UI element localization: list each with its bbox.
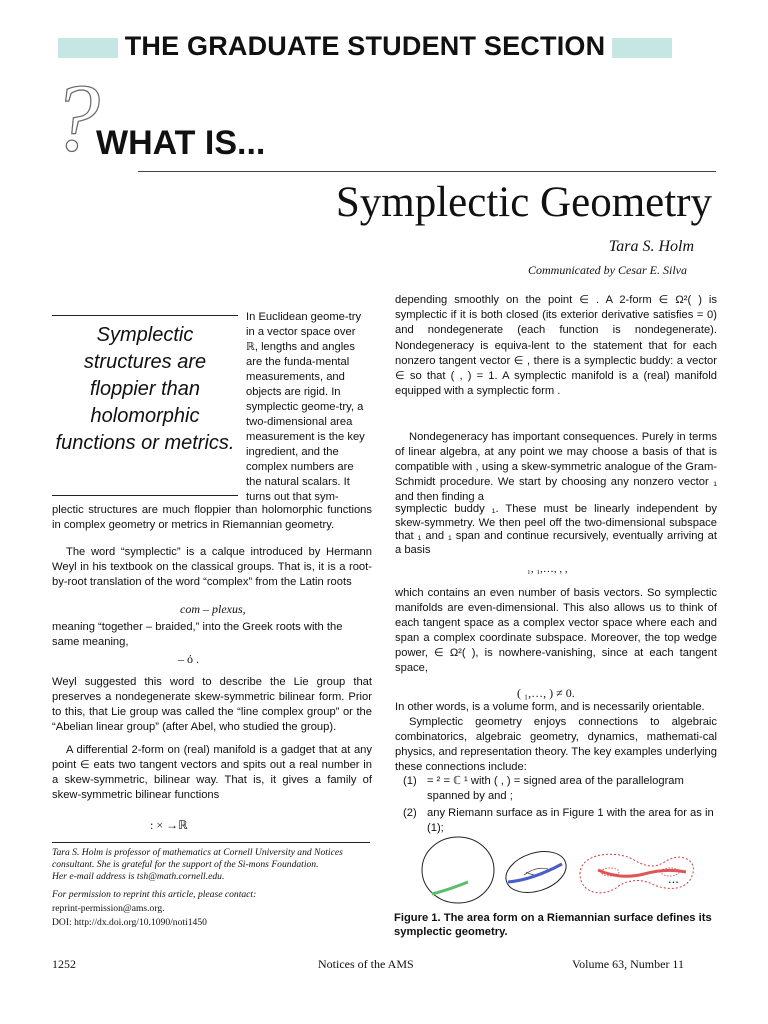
intro-line: two-dimensional area	[246, 416, 353, 428]
intro-line: the natural scalars. It	[246, 476, 350, 488]
pull-quote-top-rule	[52, 315, 238, 316]
section-title: THE GRADUATE STUDENT SECTION	[124, 31, 606, 61]
left-paragraph-3: meaning “together – braided,” into the Greek roots with the same meaning,	[52, 621, 343, 648]
intro-column	[246, 310, 373, 505]
journal-name: Notices of the AMS	[318, 957, 414, 971]
sphere-surface	[422, 837, 494, 903]
torus-surface	[501, 844, 572, 899]
author-email: Her e-mail address is tsh@math.cornell.edu.	[52, 871, 225, 882]
intro-line: In Euclidean geome-try	[246, 311, 362, 323]
left-paragraph-1-rest: plectic structures are much floppier than holomorphic functions in complex geometry or metrics in Riemannian geometry.	[52, 504, 372, 531]
intro-line: complex numbers are	[246, 461, 354, 473]
author-bio-text: Tara S. Holm is professor of mathematics at Cornell University and Notices consultant. She is grateful for the support of the Si-mons Foundation.	[52, 847, 343, 870]
intro-line: turns out that sym-	[246, 491, 339, 503]
question-mark-icon: ?	[52, 64, 100, 171]
list-number: (2)	[403, 807, 417, 819]
right-paragraph-2a: Nondegeneracy has important consequences. Purely in terms of linear algebra, at any point we may choose a basis of that is compatible with , using a skew-symmetric analogue of the Gram-Schmidt procedure. We start by choosing any nonzero vector ₁ and then finding a	[395, 431, 717, 503]
title-rule	[138, 171, 716, 172]
figure-caption: Figure 1. The area form on a Riemannian surface defines its symplectic geometry.	[394, 912, 712, 938]
left-paragraph-5: A differential 2-form on (real) manifold is a gadget that at any point ∈ eats two tangent vectors and spits out a real number in a skew-symmetric, bilinear way. That is, it gives a family of skew-symmetric bilinear functions	[52, 744, 372, 801]
page-number: 1252	[52, 957, 76, 971]
right-paragraph-3: which contains an even number of basis vectors. So symplectic manifolds are even-dimensional. This also allows us to think of each tangent space as a complex vector space where each and span a complex coordinate subspace. Moreover, the top wedge power, ∈ Ω²( ), is nowhere-vanishing, since at each tangent space,	[395, 587, 717, 674]
header-band-left	[58, 38, 118, 58]
intro-line: are the funda-mental	[246, 356, 350, 368]
figure-ellipsis: ...	[668, 871, 679, 886]
intro-line: measurement is the key	[246, 431, 365, 443]
right-paragraph-1: depending smoothly on the point ∈ . A 2-form ∈ Ω²( ) is symplectic if it is both closed (its exterior derivative satisfies = 0) and nondegenerate (each function is nondegenerate). Nondegeneracy is equiva-lent to the statement that for each nonzero tangent vector ∈ , there is a symplectic buddy: a vector ∈ so that ( , ) = 1. A symplectic manifold is a (real) manifold equipped with a symplectic form .	[395, 294, 717, 398]
footnote-rule	[52, 842, 370, 843]
author-bio	[52, 847, 370, 871]
right-paragraph-5: Symplectic geometry enjoys connections to algebraic combinatorics, algebraic geometry, dynamics, mathemati-cal physics, and representation theory. The key examples underlying these connections include:	[395, 716, 717, 773]
what-is-heading: WHAT IS...	[96, 124, 266, 162]
list-item-1-line-b: spanned by and ;	[427, 790, 513, 802]
list-item-1-line-a: = ² = ℂ ¹ with ( , ) = signed area of the parallelogram	[427, 775, 684, 787]
right-paragraph-2b: symplectic buddy ₁. These must be linearly independent by skew-symmetry. We then peel off the two-dimensional subspace that ₁ and ₁ span and continue recursively, eventually arriving at a basis	[395, 503, 717, 556]
right-paragraph-4: In other words, is a volume form, and is necessarily orientable.	[395, 701, 705, 713]
equation-bilinear-map: : × →ℝ	[150, 818, 188, 832]
list-item-1	[405, 774, 717, 804]
list-number: (1)	[403, 775, 417, 787]
equation-wedge: ( ₁,…, ) ≠ 0.	[517, 686, 575, 700]
left-paragraph-4: Weyl suggested this word to describe the Lie group that preserves a nondegenerate skew-symmetric bilinear form. Prior to this, that Lie group was called the “line complex group” or the “Abelian linear group” (after Abel, who studied the group).	[52, 676, 372, 733]
intro-line: objects are rigid. In	[246, 386, 341, 398]
intro-line: ingredient, and the	[246, 446, 339, 458]
volume-number: Volume 63, Number 11	[572, 957, 684, 971]
pull-quote-bottom-rule	[52, 495, 238, 496]
intro-line: symplectic geome-try, a	[246, 401, 364, 413]
intro-line: in a vector space over	[246, 326, 356, 338]
figure-1-surfaces	[420, 836, 700, 908]
intro-line: ℝ, lengths and angles	[246, 341, 356, 353]
reprint-email: reprint-permission@ams.org.	[52, 903, 165, 914]
equation-greek: – ό .	[178, 652, 199, 666]
permission-note: For permission to reprint this article, please contact:	[52, 889, 257, 900]
equation-complexus: com – plexus,	[180, 602, 246, 616]
author-name: Tara S. Holm	[608, 238, 694, 255]
pull-quote: Symplectic structures are floppier than holomorphic functions or metrics.	[55, 324, 235, 454]
header-band-right	[612, 38, 672, 58]
list-item-2	[405, 806, 717, 836]
left-paragraph-2: The word “symplectic” is a calque introduced by Hermann Weyl in his textbook on the classical groups. That is, it is a root-by-root translation of the word “complex” from the Latin roots	[52, 546, 372, 588]
intro-line: measurements, and	[246, 371, 345, 383]
equation-basis: ₁, ₁,…, , ,	[527, 563, 568, 575]
communicated-by: Communicated by Cesar E. Silva	[528, 263, 687, 277]
list-item-2-text: any Riemann surface as in Figure 1 with the area for as in (1);	[427, 807, 714, 834]
article-title: Symplectic Geometry	[335, 179, 712, 226]
doi: DOI: http://dx.doi.org/10.1090/noti1450	[52, 917, 207, 928]
